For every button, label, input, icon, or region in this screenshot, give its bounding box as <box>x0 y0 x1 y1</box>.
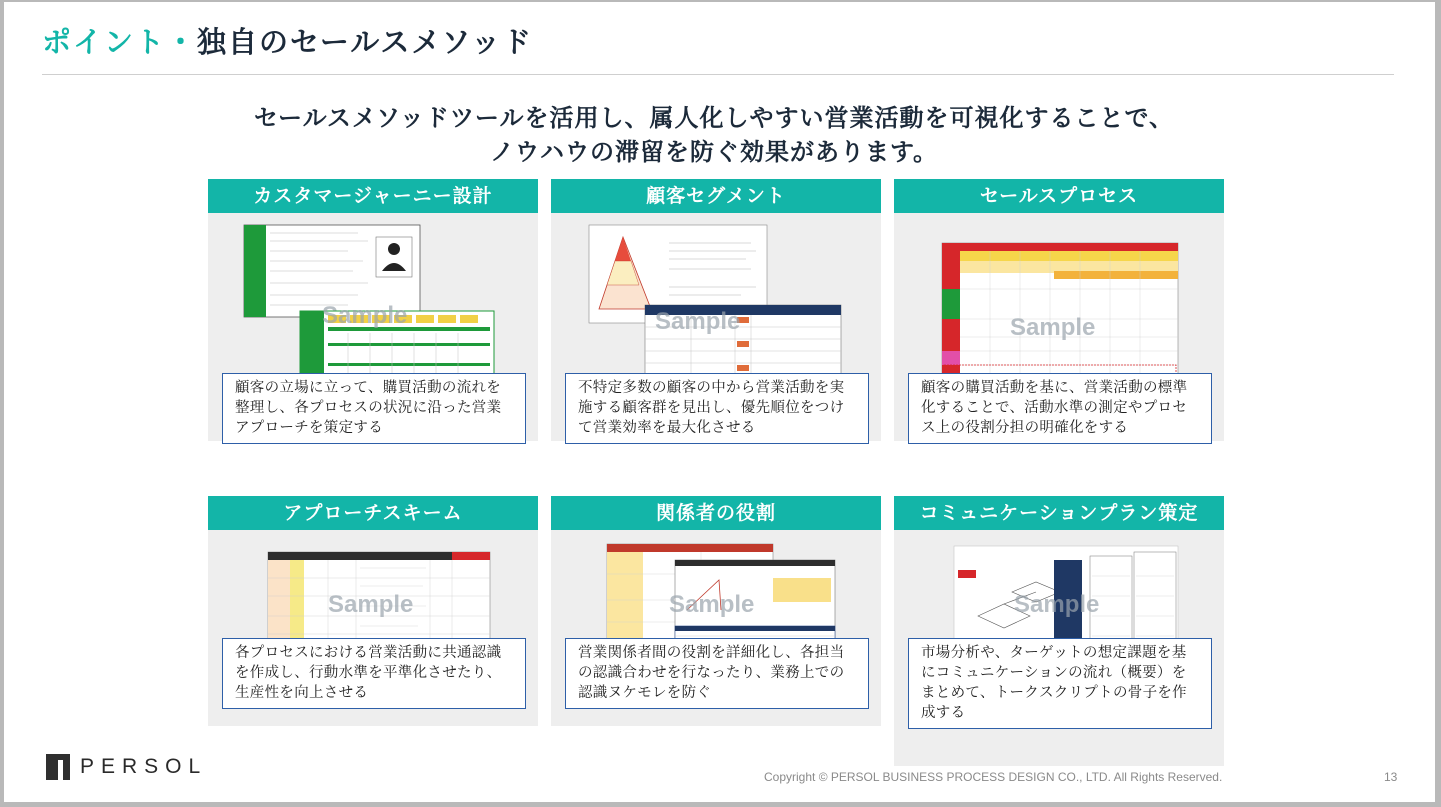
card-title: 関係者の役割 <box>551 496 881 530</box>
card-description: 顧客の購買活動を基に、営業活動の標準化することで、活動水準の測定やプロセス上の役割分担の明確化をする <box>908 373 1212 444</box>
card-description: 顧客の立場に立って、購買活動の流れを整理し、各プロセスの状況に沿った営業アプローチを策定する <box>222 373 526 444</box>
card-description: 営業関係者間の役割を詳細化し、各担当の認識合わせを行なったり、業務上での認識ヌケモレを防ぐ <box>565 638 869 709</box>
card-sales-process <box>894 179 1224 441</box>
sample-watermark: Sample <box>328 591 414 618</box>
card-communication-plan <box>894 496 1224 766</box>
page-title-accent: ポイント・ <box>42 25 198 59</box>
card-title: コミュニケーションプラン策定 <box>894 496 1224 530</box>
persol-logo-icon <box>46 754 70 780</box>
copyright-text: Copyright © PERSOL BUSINESS PROCESS DESIGN CO., LTD. All Rights Reserved. <box>764 770 1223 784</box>
card-title: 顧客セグメント <box>551 179 881 213</box>
sample-watermark: Sample <box>655 308 741 335</box>
card-approach-scheme <box>208 496 538 726</box>
card-title: アプローチスキーム <box>208 496 538 530</box>
lead-line-1: セールスメソッドツールを活用し、属人化しやすい営業活動を可視化することで、 <box>254 104 1174 132</box>
page-number: 13 <box>1384 770 1398 784</box>
card-description: 市場分析や、ターゲットの想定課題を基にコミュニケーションの流れ（概要）をまとめて、トークスクリプトの骨子を作成する <box>908 638 1212 729</box>
sample-watermark: Sample <box>1010 314 1096 341</box>
slide <box>4 2 1435 802</box>
title-divider <box>42 74 1394 75</box>
sample-watermark: Sample <box>669 591 755 618</box>
logo-text: PERSOL <box>80 755 208 778</box>
card-title: カスタマージャーニー設計 <box>208 179 538 213</box>
page-title <box>42 20 533 61</box>
lead-line-2: ノウハウの滞留を防ぐ効果があります。 <box>489 138 939 166</box>
card-customer-journey <box>208 179 538 441</box>
card-description: 不特定多数の顧客の中から営業活動を実施する顧客群を見出し、優先順位をつけて営業効率を最大化させる <box>565 373 869 444</box>
sample-watermark: Sample <box>1014 591 1100 618</box>
card-description: 各プロセスにおける営業活動に共通認識を作成し、行動水準を平準化させたり、生産性を向上させる <box>222 638 526 709</box>
card-title: セールスプロセス <box>894 179 1224 213</box>
sample-watermark: Sample <box>322 302 408 329</box>
card-customer-segment <box>551 179 881 441</box>
card-stakeholder-roles <box>551 496 881 726</box>
persol-logo <box>46 754 207 780</box>
page-title-main: 独自のセールスメソッド <box>197 25 534 59</box>
